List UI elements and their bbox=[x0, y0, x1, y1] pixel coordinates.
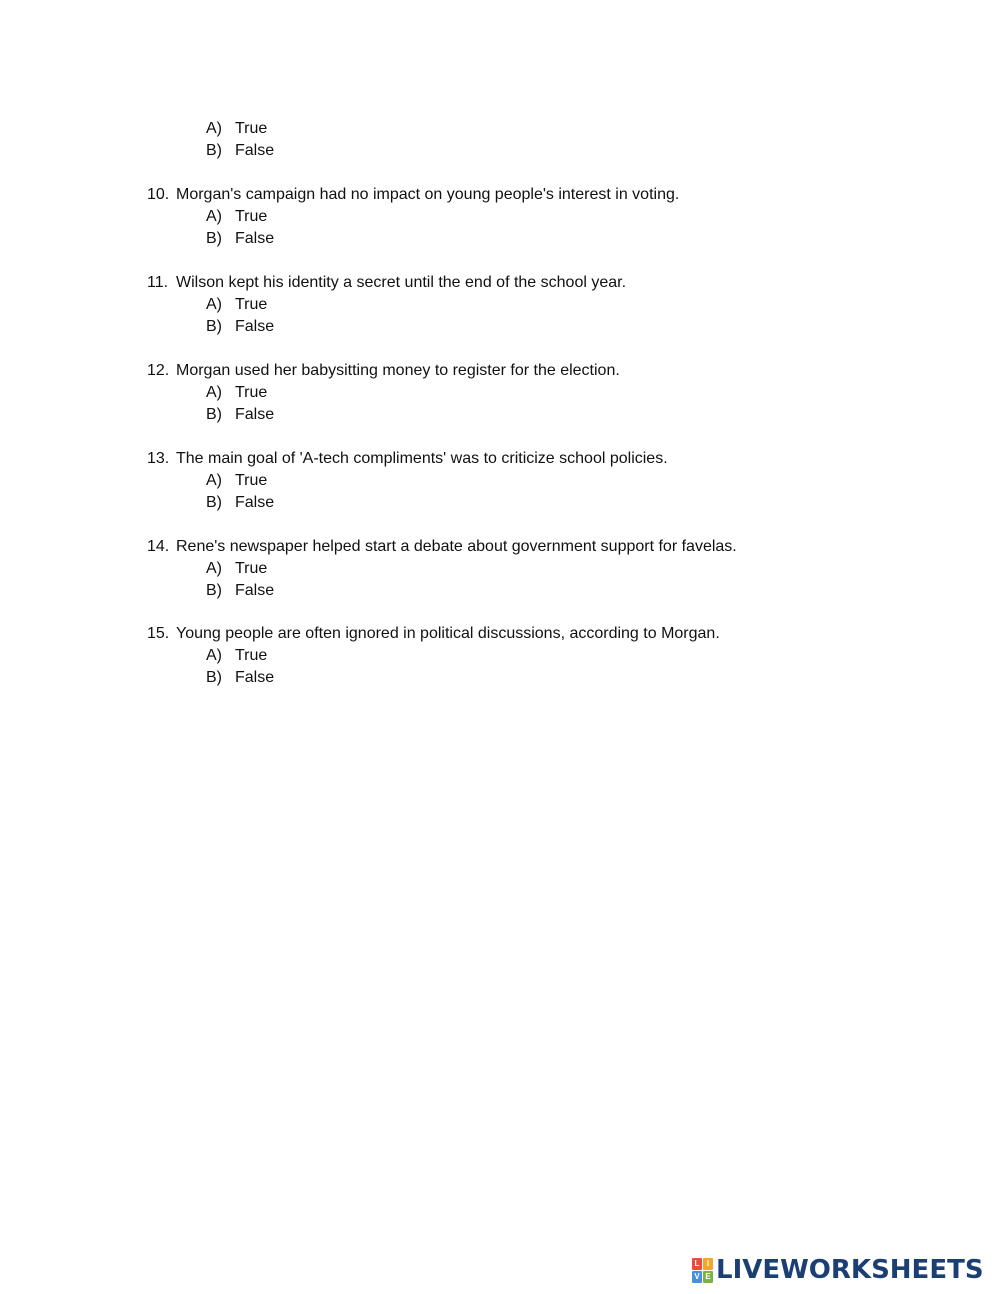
logo-block-v: V bbox=[692, 1271, 702, 1283]
question-text: Wilson kept his identity a secret until the end of the school year. bbox=[176, 274, 627, 291]
option-text: True bbox=[235, 120, 268, 137]
option-letter: A) bbox=[206, 384, 222, 401]
option-letter: A) bbox=[206, 296, 222, 313]
option-text: False bbox=[235, 230, 275, 247]
question-number: 14. bbox=[147, 538, 170, 555]
option-letter: B) bbox=[206, 669, 222, 686]
question-number: 13. bbox=[147, 450, 170, 467]
option-text: True bbox=[235, 560, 268, 577]
option-letter: A) bbox=[206, 560, 222, 577]
option-letter: B) bbox=[206, 318, 222, 335]
option-text: False bbox=[235, 582, 275, 599]
option-letter: B) bbox=[206, 230, 222, 247]
option-text: False bbox=[235, 494, 275, 511]
option-letter: A) bbox=[206, 472, 222, 489]
option-text: True bbox=[235, 384, 268, 401]
question-number: 12. bbox=[147, 362, 170, 379]
option-letter: A) bbox=[206, 208, 222, 225]
logo-block-l: L bbox=[692, 1258, 702, 1270]
logo-block-e: E bbox=[703, 1271, 713, 1283]
option-letter: B) bbox=[206, 142, 222, 159]
option-letter: B) bbox=[206, 406, 222, 423]
option-text: True bbox=[235, 647, 268, 664]
option-text: False bbox=[235, 142, 275, 159]
liveworksheets-logo bbox=[692, 1256, 984, 1284]
option-letter: A) bbox=[206, 120, 222, 137]
option-text: True bbox=[235, 472, 268, 489]
option-letter: B) bbox=[206, 582, 222, 599]
logo-block-i: I bbox=[703, 1258, 713, 1270]
option-letter: B) bbox=[206, 494, 222, 511]
liveworksheets-logo-icon bbox=[692, 1258, 712, 1282]
question-text: Morgan's campaign had no impact on young people's interest in voting. bbox=[176, 186, 680, 203]
option-letter: A) bbox=[206, 647, 222, 664]
option-text: True bbox=[235, 296, 268, 313]
question-number: 11. bbox=[147, 274, 169, 291]
option-text: False bbox=[235, 669, 275, 686]
question-text: Young people are often ignored in political discussions, according to Morgan. bbox=[176, 625, 720, 642]
option-text: False bbox=[235, 318, 275, 335]
question-text: The main goal of 'A-tech compliments' was to criticize school policies. bbox=[176, 450, 668, 467]
option-text: True bbox=[235, 208, 268, 225]
question-number: 10. bbox=[147, 186, 170, 203]
option-text: False bbox=[235, 406, 275, 423]
question-text: Rene's newspaper helped start a debate about government support for favelas. bbox=[176, 538, 737, 555]
question-text: Morgan used her babysitting money to register for the election. bbox=[176, 362, 620, 379]
question-number: 15. bbox=[147, 625, 170, 642]
logo-wordmark: LIVEWORKSHEETS bbox=[716, 1255, 984, 1285]
